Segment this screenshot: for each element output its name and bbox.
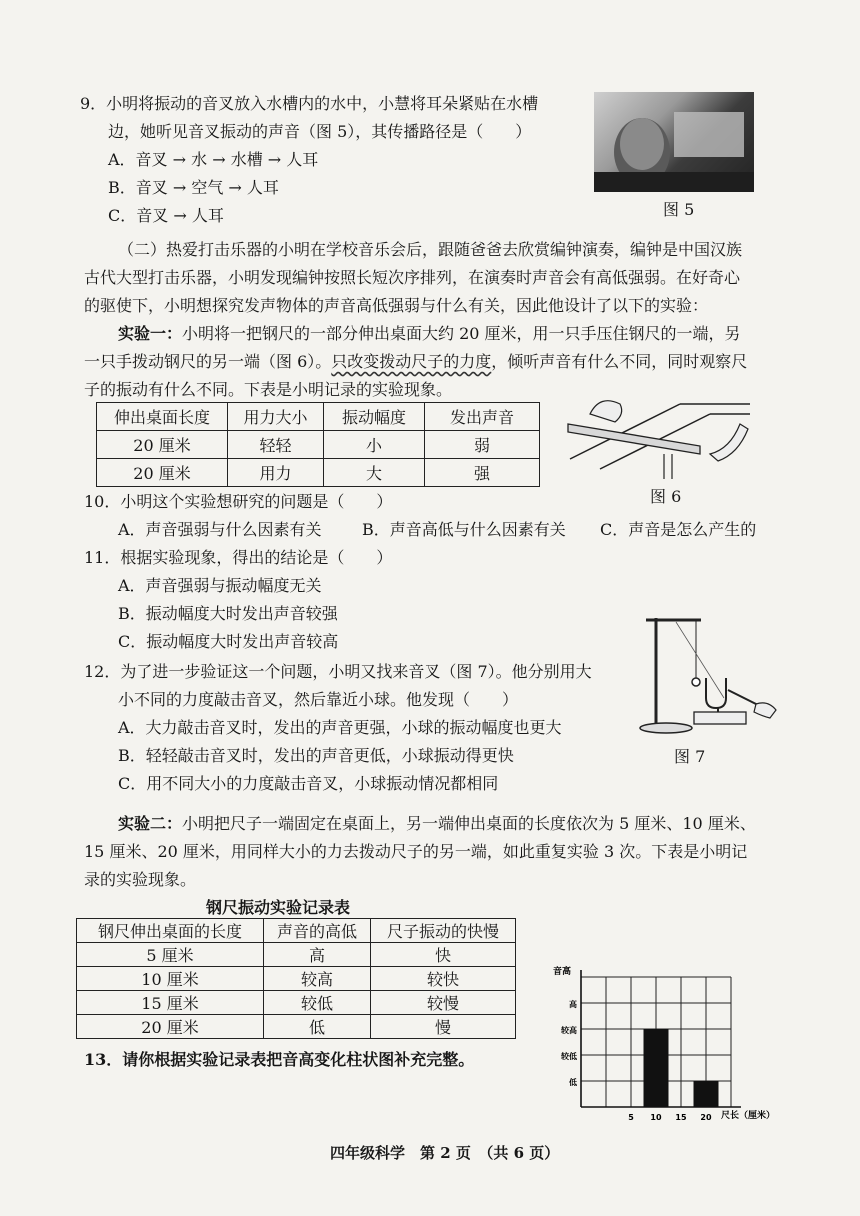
exp1-line2 bbox=[84, 352, 747, 372]
q12-option-b: B．轻轻敲击音叉时，发出的声音更低，小球振动得更快 bbox=[118, 746, 514, 765]
exp2-header-cell: 钢尺伸出桌面的长度 bbox=[77, 919, 264, 943]
q13-stem: 13．请你根据实验记录表把音高变化柱状图补充完整。 bbox=[84, 1050, 475, 1069]
exp2-header-cell: 尺子振动的快慢 bbox=[371, 919, 516, 943]
q10-option-b: B．声音高低与什么因素有关 bbox=[362, 520, 566, 539]
q9-option-a: A．音叉 → 水 → 水槽 → 人耳 bbox=[108, 150, 319, 169]
q12-option-a: A．大力敲击音叉时，发出的声音更强，小球的振动幅度也更大 bbox=[118, 718, 562, 737]
exp1-header-cell: 用力大小 bbox=[228, 403, 324, 431]
table-cell: 弱 bbox=[425, 431, 540, 459]
section2-line1: （二）热爱打击乐器的小明在学校音乐会后，跟随爸爸去欣赏编钟演奏，编钟是中国汉族 bbox=[118, 240, 743, 259]
chart-y-tick-label: 较低 bbox=[561, 1052, 577, 1061]
table-cell: 用力 bbox=[228, 459, 324, 487]
exp1-line2-a: 一只手拨动钢尺的另一端（图 6）。 bbox=[84, 352, 332, 371]
exp2-table bbox=[76, 918, 516, 1039]
figure-5-caption: 图 5 bbox=[663, 200, 695, 219]
table-cell: 低 bbox=[264, 1015, 371, 1039]
table-cell: 大 bbox=[324, 459, 425, 487]
table-row bbox=[97, 431, 540, 459]
table-cell: 小 bbox=[324, 431, 425, 459]
table-cell: 15 厘米 bbox=[77, 991, 264, 1015]
q9-line2: 边，她听见音叉振动的声音（图 5），其传播路径是（ ） bbox=[108, 122, 532, 141]
chart-x-tick-label: 10 bbox=[650, 1113, 662, 1122]
exp1-header-cell: 振动幅度 bbox=[324, 403, 425, 431]
table-row bbox=[77, 967, 516, 991]
chart-x-tick-label: 15 bbox=[675, 1113, 687, 1122]
q10-option-c: C．声音是怎么产生的 bbox=[600, 520, 757, 539]
exp1-line3: 子的振动有什么不同。下表是小明记录的实验现象。 bbox=[84, 380, 453, 399]
table-cell: 强 bbox=[425, 459, 540, 487]
figure-6-caption: 图 6 bbox=[650, 487, 682, 506]
table-cell: 20 厘米 bbox=[77, 1015, 264, 1039]
section2-line3: 的驱使下，小明想探究发声物体的声音高低强弱与什么有关，因此他设计了以下的实验： bbox=[84, 296, 709, 315]
figure-7-caption: 图 7 bbox=[674, 747, 706, 766]
q9-option-c: C．音叉 → 人耳 bbox=[108, 206, 224, 225]
pitch-bar-chart bbox=[545, 962, 775, 1132]
exp2-line2: 15 厘米、20 厘米，用同样大小的力去拨动尺子的另一端，如此重复实验 3 次。下表是小明记 bbox=[84, 842, 748, 861]
table-cell: 5 厘米 bbox=[77, 943, 264, 967]
exp2-table-title: 钢尺振动实验记录表 bbox=[206, 898, 351, 917]
chart-y-tick-label: 较高 bbox=[561, 1026, 577, 1035]
chart-x-axis-label: 尺长（厘米） bbox=[721, 1111, 775, 1121]
exp1-table-header bbox=[97, 403, 540, 431]
exp1-line1 bbox=[118, 324, 741, 344]
chart-y-tick-label: 高 bbox=[569, 1000, 577, 1009]
exp2-header-cell: 声音的高低 bbox=[264, 919, 371, 943]
q11-option-b: B．振动幅度大时发出声音较强 bbox=[118, 604, 338, 623]
exp2-label: 实验二： bbox=[118, 814, 183, 833]
section2-line2: 古代大型打击乐器，小明发现编钟按照长短次序排列，在演奏时声音会有高低强弱。在好奇心 bbox=[84, 268, 741, 287]
figure-7-tuning-fork-drawing bbox=[636, 608, 786, 738]
figure-6-ruler-drawing bbox=[560, 384, 760, 484]
table-cell: 10 厘米 bbox=[77, 967, 264, 991]
exp2-table-header bbox=[77, 919, 516, 943]
chart-y-tick-label: 低 bbox=[569, 1078, 577, 1087]
exp1-table bbox=[96, 402, 540, 487]
q11-stem: 11．根据实验现象，得出的结论是（ ） bbox=[84, 548, 393, 567]
chart-y-axis-label: 音高 bbox=[553, 967, 572, 977]
q10-stem: 10．小明这个实验想研究的问题是（ ） bbox=[84, 492, 393, 511]
q9-option-b: B．音叉 → 空气 → 人耳 bbox=[108, 178, 279, 197]
q12-line2: 小不同的力度敲击音叉，然后靠近小球。他发现（ ） bbox=[118, 690, 519, 709]
q12-option-c: C．用不同大小的力度敲击音叉，小球振动情况都相同 bbox=[118, 774, 499, 793]
exp2-line1-text: 小明把尺子一端固定在桌面上，另一端伸出桌面的长度依次为 5 厘米、10 厘米、 bbox=[182, 814, 756, 833]
exp1-header-cell: 伸出桌面长度 bbox=[97, 403, 228, 431]
table-cell: 20 厘米 bbox=[97, 431, 228, 459]
q11-option-c: C．振动幅度大时发出声音较高 bbox=[118, 632, 339, 651]
table-cell: 慢 bbox=[371, 1015, 516, 1039]
table-cell: 较低 bbox=[264, 991, 371, 1015]
table-cell: 快 bbox=[371, 943, 516, 967]
q12-line1: 12．为了进一步验证这一个问题，小明又找来音叉（图 7）。他分别用大 bbox=[84, 662, 592, 681]
table-cell: 轻轻 bbox=[228, 431, 324, 459]
table-cell: 较高 bbox=[264, 967, 371, 991]
exp2-line1 bbox=[118, 814, 756, 834]
exp1-line2-c: ，倾听声音有什么不同，同时观察尺 bbox=[491, 352, 748, 371]
table-row bbox=[97, 459, 540, 487]
table-cell: 高 bbox=[264, 943, 371, 967]
q9-line1: 9．小明将振动的音叉放入水槽内的水中，小慧将耳朵紧贴在水槽 bbox=[80, 94, 539, 113]
chart-bar bbox=[694, 1081, 719, 1107]
chart-x-tick-label: 20 bbox=[700, 1113, 712, 1122]
table-cell: 20 厘米 bbox=[97, 459, 228, 487]
table-cell: 较慢 bbox=[371, 991, 516, 1015]
chart-bar bbox=[644, 1029, 669, 1107]
table-row bbox=[77, 943, 516, 967]
page-footer: 四年级科学 第 2 页 （共 6 页） bbox=[330, 1144, 560, 1162]
q10-option-a: A．声音强弱与什么因素有关 bbox=[118, 520, 322, 539]
table-row bbox=[77, 1015, 516, 1039]
q11-option-a: A．声音强弱与振动幅度无关 bbox=[118, 576, 322, 595]
exp2-line3: 录的实验现象。 bbox=[84, 870, 197, 889]
exp1-line2-emphasis: 只改变拨动尺子的力度 bbox=[331, 352, 492, 371]
figure-5-photo bbox=[594, 92, 754, 192]
exp1-line1-text: 小明将一把钢尺的一部分伸出桌面大约 20 厘米，用一只手压住钢尺的一端，另 bbox=[182, 324, 741, 343]
table-cell: 较快 bbox=[371, 967, 516, 991]
chart-x-tick-label: 5 bbox=[628, 1113, 634, 1122]
exp1-header-cell: 发出声音 bbox=[425, 403, 540, 431]
exp1-label: 实验一： bbox=[118, 324, 183, 343]
table-row bbox=[77, 991, 516, 1015]
